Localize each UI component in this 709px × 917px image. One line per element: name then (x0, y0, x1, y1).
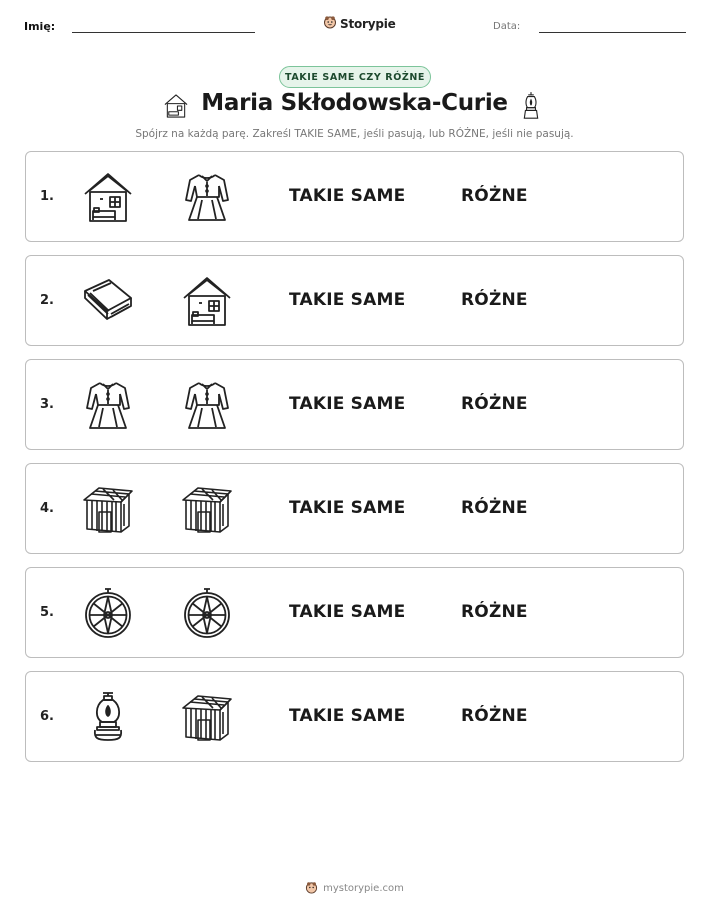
oil-lamp-icon (521, 91, 541, 121)
storypie-logo-icon (305, 879, 318, 898)
oil-lamp-icon (81, 690, 135, 744)
wooden-shed-icon (180, 690, 234, 744)
dress-icon (180, 378, 234, 432)
brand-name: Storypie (340, 16, 396, 31)
answer-same-option[interactable]: TAKIE SAME (289, 186, 406, 206)
footer (0, 879, 709, 898)
house-icon (81, 170, 135, 224)
answer-different-option[interactable]: RÓŻNE (461, 602, 528, 622)
book-icon (81, 274, 135, 328)
question-number: 5. (40, 605, 54, 620)
question-number: 2. (40, 293, 54, 308)
worksheet-type-badge: TAKIE SAME CZY RÓŻNE (279, 66, 431, 88)
question-row (25, 567, 684, 658)
answer-same-option[interactable]: TAKIE SAME (289, 290, 406, 310)
answer-different-option[interactable]: RÓŻNE (461, 394, 528, 414)
compass-icon (81, 586, 135, 640)
question-row (25, 671, 684, 762)
instructions: Spójrz na każdą parę. Zakreśl TAKIE SAME, jeśli pasują, lub RÓŻNE, jeśli nie pasują. (135, 128, 574, 140)
question-number: 1. (40, 189, 54, 204)
date-label: Data: (493, 21, 521, 32)
name-label: Imię: (24, 20, 56, 33)
question-row (25, 359, 684, 450)
answer-different-option[interactable]: RÓŻNE (461, 290, 528, 310)
house-icon (180, 274, 234, 328)
compass-icon (180, 586, 234, 640)
answer-different-option[interactable]: RÓŻNE (461, 706, 528, 726)
dress-icon (180, 170, 234, 224)
wooden-shed-icon (81, 482, 135, 536)
question-row (25, 255, 684, 346)
answer-different-option[interactable]: RÓŻNE (461, 498, 528, 518)
answer-same-option[interactable]: TAKIE SAME (289, 602, 406, 622)
brand-logo (323, 14, 396, 33)
question-row (25, 151, 684, 242)
name-line[interactable] (72, 32, 255, 33)
footer-site: mystorypie.com (323, 883, 404, 894)
question-number: 6. (40, 709, 54, 724)
answer-same-option[interactable]: TAKIE SAME (289, 498, 406, 518)
page-title: Maria Skłodowska-Curie (201, 90, 508, 116)
storypie-logo-icon (323, 14, 337, 33)
answer-same-option[interactable]: TAKIE SAME (289, 706, 406, 726)
dress-icon (81, 378, 135, 432)
question-number: 4. (40, 501, 54, 516)
question-number: 3. (40, 397, 54, 412)
wooden-shed-icon (180, 482, 234, 536)
answer-different-option[interactable]: RÓŻNE (461, 186, 528, 206)
answer-same-option[interactable]: TAKIE SAME (289, 394, 406, 414)
date-line[interactable] (539, 32, 686, 33)
question-row (25, 463, 684, 554)
